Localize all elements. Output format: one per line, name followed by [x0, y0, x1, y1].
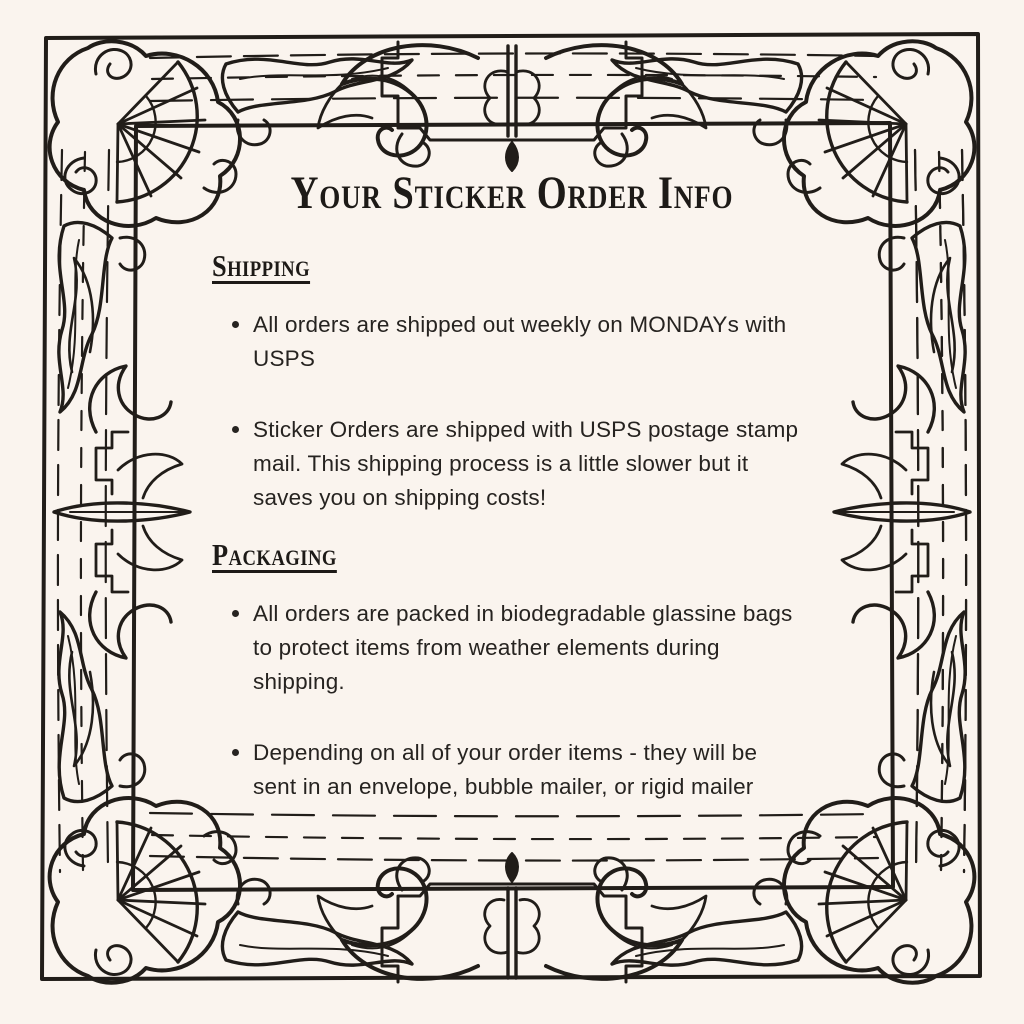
bullet-icon	[232, 749, 239, 756]
bullet-line: sent in an envelope, bubble mailer, or rigid mailer	[253, 774, 754, 799]
bullet-icon	[232, 610, 239, 617]
bullet-line: shipping.	[253, 669, 345, 694]
bullet-line: USPS	[253, 346, 316, 371]
list-item	[232, 413, 842, 515]
shipping-heading: Shipping	[212, 248, 311, 283]
page-title: Your Sticker Order Info	[290, 167, 734, 219]
info-sections	[212, 248, 842, 804]
bullet-line: mail. This shipping process is a little slower but it	[253, 451, 749, 476]
bullet-line: All orders are packed in biodegradable glassine bags	[253, 601, 793, 626]
list-item	[232, 308, 842, 376]
bullet-line: to protect items from weather elements during	[253, 635, 720, 660]
bullet-line: All orders are shipped out weekly on MONDAYs with	[253, 312, 787, 337]
section-shipping	[212, 248, 842, 515]
bullet-line: Sticker Orders are shipped with USPS postage stamp	[253, 417, 799, 442]
section-packaging	[212, 537, 842, 804]
list-item	[232, 597, 842, 699]
bullet-icon	[232, 321, 239, 328]
packaging-heading: Packaging	[212, 537, 337, 572]
bullet-icon	[232, 426, 239, 433]
list-item	[232, 736, 842, 804]
bullet-line: Depending on all of your order items - they will be	[253, 740, 758, 765]
bullet-line: saves you on shipping costs!	[253, 485, 547, 510]
